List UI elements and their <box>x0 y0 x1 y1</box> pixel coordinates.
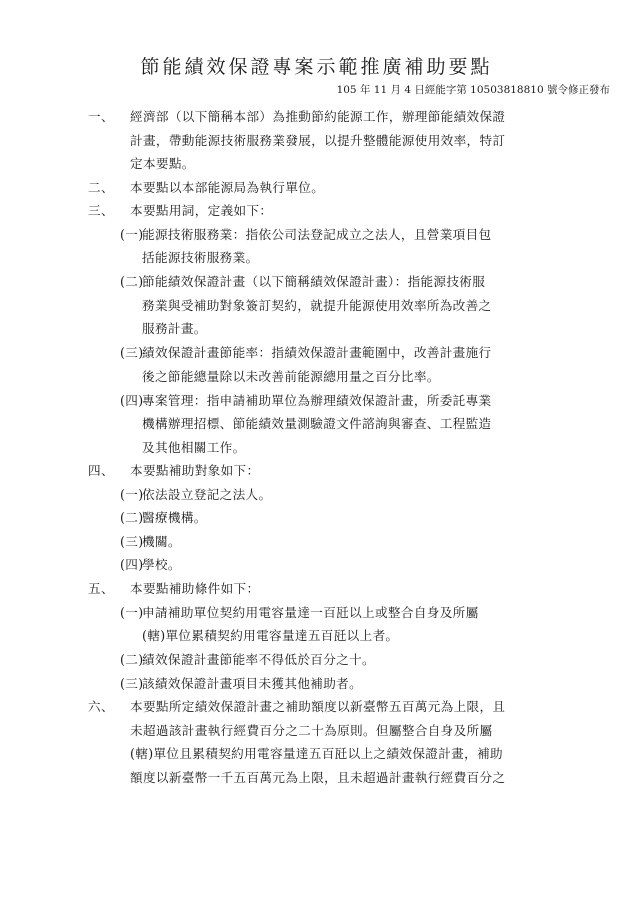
section-6-line-3: (轄)單位且累積契約用電容量達五百瓩以上之績效保證計畫，補助 <box>130 746 503 761</box>
section-2-line-1: 本要點以本部能源局為執行單位。 <box>130 180 325 195</box>
section-4-marker: 四、 <box>88 463 114 478</box>
section-1-line-1: 經濟部（以下簡稱本部）為推動節約能源工作，辦理節能績效保證 <box>130 109 506 124</box>
section-5-item-1-marker: (一) <box>120 605 144 620</box>
section-4-item-1-line-1: 依法設立登記之法人。 <box>142 487 272 502</box>
section-4-item-4-line-1: 學校。 <box>142 557 181 572</box>
section-4-item-3-marker: (三) <box>120 534 144 549</box>
issued-note: 105 年 11 月 4 日經能字第 10503818810 號令修正發布 <box>336 84 610 96</box>
section-1-marker: 一、 <box>88 109 114 124</box>
section-4-line-1: 本要點補助對象如下： <box>130 463 260 478</box>
section-5-item-2-marker: (二) <box>120 652 144 667</box>
section-5-item-3-marker: (三) <box>120 676 144 691</box>
section-6-line-1: 本要點所定績效保證計畫之補助額度以新臺幣五百萬元為上限，且 <box>130 699 506 714</box>
section-5-item-1-line-1: 申請補助單位契約用電容量達一百瓩以上或整合自身及所屬 <box>142 605 479 620</box>
section-6-line-4: 額度以新臺幣一千五百萬元為上限，且未超過計畫執行經費百分之 <box>130 770 506 785</box>
section-4-item-4-marker: (四) <box>120 557 144 572</box>
section-3-item-2-line-1: 節能績效保證計畫（以下簡稱績效保證計畫）：指能源技術服 <box>142 274 486 289</box>
section-3-item-2-marker: (二) <box>120 274 144 289</box>
section-4-item-3-line-1: 機關。 <box>142 534 181 549</box>
section-1-line-2: 計畫，帶動能源技術服務業發展，以提升整體能源使用效率，特訂 <box>130 133 506 148</box>
section-3-item-1-marker: (一) <box>120 227 144 242</box>
document-title: 節能績效保證專案示範推廣補助要點 <box>140 56 493 78</box>
section-5-line-1: 本要點補助條件如下： <box>130 581 260 596</box>
section-3-item-4-line-1: 專案管理：指申請補助單位為辦理績效保證計畫，所委託專業 <box>142 393 492 408</box>
section-6-line-2: 未超過該計畫執行經費百分之二十為原則。但屬整合自身及所屬 <box>130 723 493 738</box>
section-3-item-2-line-3: 服務計畫。 <box>142 321 207 336</box>
section-1-line-3: 定本要點。 <box>130 156 195 171</box>
section-3-marker: 三、 <box>88 203 114 218</box>
section-3-line-1: 本要點用詞，定義如下： <box>130 203 273 218</box>
section-4-item-2-marker: (二) <box>120 510 144 525</box>
section-3-item-2-line-2: 務業與受補助對象簽訂契約，就提升能源使用效率所為改善之 <box>142 298 492 313</box>
section-4-item-2-line-1: 醫療機構。 <box>142 510 207 525</box>
section-6-marker: 六、 <box>88 699 114 714</box>
section-3-item-3-line-1: 績效保證計畫節能率：指績效保證計畫範圍中，改善計畫施行 <box>142 345 492 360</box>
section-5-marker: 五、 <box>88 581 114 596</box>
section-5-item-2-line-1: 績效保證計畫節能率不得低於百分之十。 <box>142 652 375 667</box>
section-3-item-1-line-1: 能源技術服務業：指依公司法登記成立之法人，且營業項目包 <box>142 227 492 242</box>
section-2-marker: 二、 <box>88 180 114 195</box>
section-5-item-3-line-1: 該績效保證計畫項目未獲其他補助者。 <box>142 676 363 691</box>
section-4-item-1-marker: (一) <box>120 487 144 502</box>
section-3-item-4-marker: (四) <box>120 393 144 408</box>
section-3-item-4-line-2: 機構辦理招標、節能績效量測驗證文件諮詢與審查、工程監造 <box>142 416 492 431</box>
section-3-item-3-line-2: 後之節能總量除以未改善前能源總用量之百分比率。 <box>142 369 440 384</box>
section-3-item-4-line-3: 及其他相關工作。 <box>142 440 246 455</box>
section-5-item-1-line-2: (轄)單位累積契約用電容量達五百瓩以上者。 <box>142 628 399 643</box>
section-3-item-1-line-2: 括能源技術服務業。 <box>142 250 259 265</box>
section-3-item-3-marker: (三) <box>120 345 144 360</box>
